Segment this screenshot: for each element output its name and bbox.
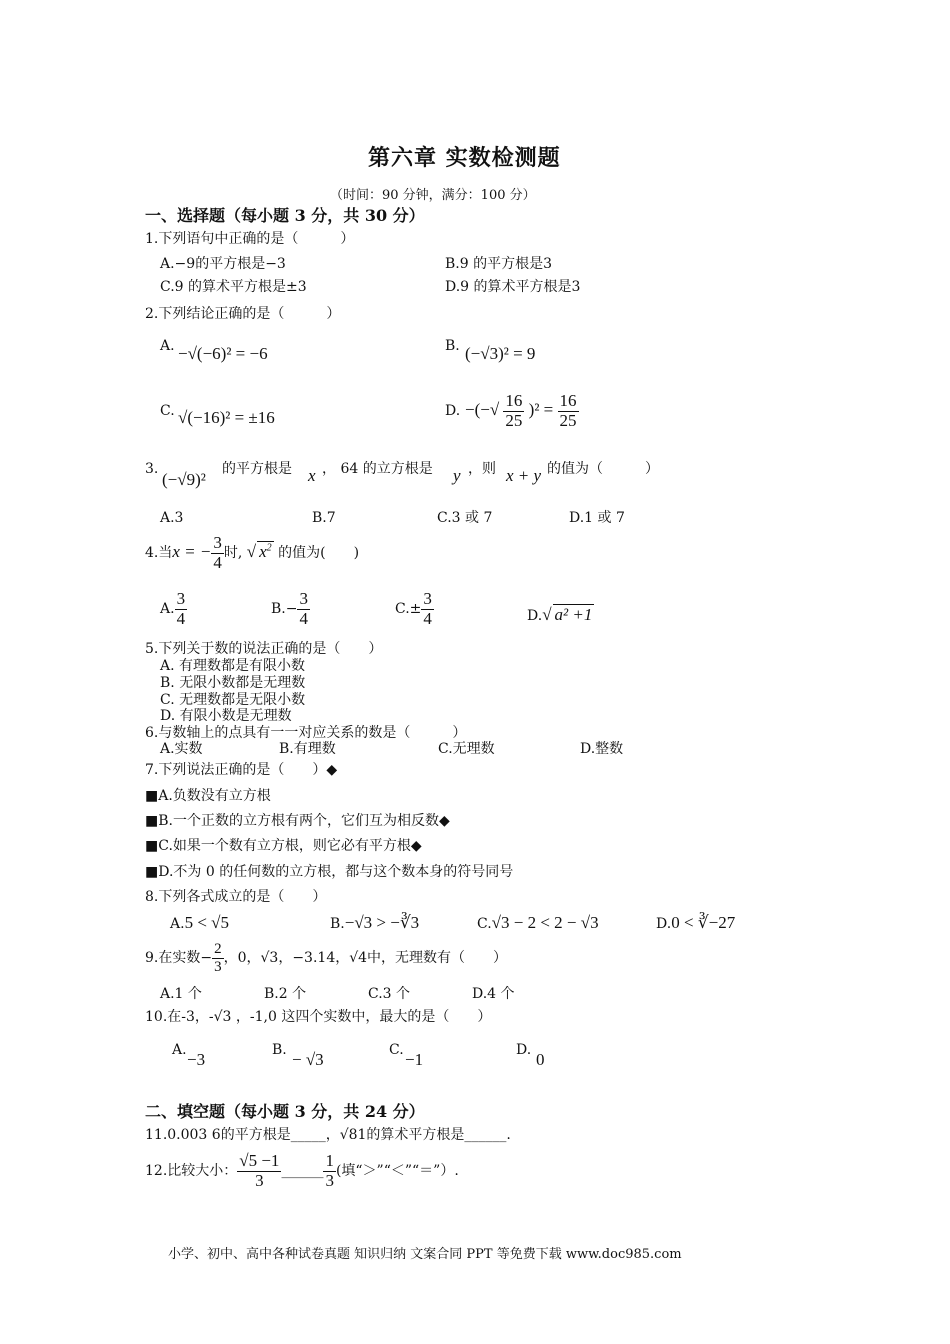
- q7-stem: 7.下列说法正确的是（ ）◆: [145, 762, 338, 778]
- q4-option-a: [160, 590, 187, 628]
- q10-option-a-expr: −3: [187, 1050, 206, 1069]
- q3-y: y: [453, 466, 461, 485]
- q2-d-rnum: 16: [559, 391, 577, 410]
- q12-blank: ______: [281, 1163, 324, 1180]
- q10-option-a-label: A.: [172, 1042, 187, 1058]
- q4-c-den: 4: [423, 608, 432, 628]
- q1-option-b: B.9 的平方根是3: [445, 256, 553, 272]
- q3-x: x: [308, 466, 316, 485]
- q8-d-label: D.: [656, 916, 672, 932]
- q2-option-c-expr: √(−16)² = ±16: [178, 408, 275, 427]
- q10-option-d-expr: 0: [536, 1050, 545, 1069]
- q3-text2: ， 64 的立方根是: [322, 461, 433, 477]
- q4-eq: x = −: [172, 542, 212, 562]
- q4-a-den: 4: [176, 608, 186, 628]
- q8-option-b: [330, 913, 419, 933]
- q9-option-d: D.4 个: [472, 986, 515, 1002]
- q4-a-fraction: [175, 590, 188, 628]
- q9-stem: [145, 941, 507, 975]
- q4-d-label: D.: [527, 608, 543, 624]
- q4-c-num: 3: [423, 589, 432, 608]
- page-footer: 小学、初中、高中各种试卷真题 知识归纳 文案合同 PPT 等免费下载 www.doc985.com: [168, 1247, 682, 1262]
- section-choice-heading: 一、选择题（每小题 3 分，共 30 分）: [145, 206, 425, 225]
- q2-stem: 2.下列结论正确的是（ ）: [145, 306, 341, 322]
- q11-stem: 11.0.003 6的平方根是_____，√81的算术平方根是______.: [145, 1127, 511, 1143]
- q4-pre: 4.当: [145, 545, 173, 562]
- q2-option-a-label: A.: [160, 338, 175, 354]
- q6-option-b: B.有理数: [279, 741, 336, 757]
- q3-option-d: D.1 或 7: [569, 510, 625, 526]
- q12-lnum: √5 −1: [239, 1151, 280, 1170]
- q1-option-c: C.9 的算术平方根是±3: [160, 279, 307, 295]
- q3-xy: x + y: [506, 466, 542, 485]
- q12-right-fraction: [323, 1152, 336, 1190]
- q2-d-den: 25: [505, 410, 523, 430]
- q2-option-d-expr: [465, 392, 579, 430]
- q10-option-d-label: D.: [516, 1042, 532, 1058]
- q5-option-b: B. 无限小数都是无理数: [160, 675, 306, 691]
- q2-d-mid: )² =: [528, 400, 554, 420]
- q4-b-den: 4: [299, 608, 308, 628]
- q1-option-a: A.−9的平方根是−3: [160, 256, 286, 272]
- q12-lden: 3: [255, 1170, 264, 1190]
- q4-stem: 4.当x = − $\frac{3}{4}$ 时, √ $x^2$ 的值为( ): [145, 533, 360, 572]
- q10-stem: 10.在-3，-√3 ，-1,0 这四个实数中，最大的是（ ）: [145, 1009, 492, 1025]
- q12-post: (填“＞”“＜”“＝”）.: [335, 1163, 459, 1180]
- q3-option-a: A.3: [160, 510, 184, 526]
- q4-fden: 4: [213, 552, 222, 572]
- q5-option-d: D. 有限小数是无理数: [160, 708, 292, 724]
- q3-num: 3.: [145, 461, 159, 477]
- q9-pre: 9.在实数−: [145, 950, 213, 966]
- q2-d-num: 16: [505, 391, 523, 410]
- q8-option-a: [170, 913, 229, 933]
- q4-a-num: 3: [176, 589, 186, 608]
- section-fill-heading: 二、填空题（每小题 3 分，共 24 分）: [145, 1102, 425, 1121]
- q10-option-b-label: B.: [272, 1042, 287, 1058]
- q2-d-result: [558, 392, 579, 430]
- q9-fnum: 2: [214, 941, 222, 957]
- q2-d-fraction: [503, 392, 524, 430]
- q3-text3: ，则: [468, 461, 496, 477]
- q3-text1: 的平方根是: [222, 461, 292, 477]
- q2-option-d-label: D.: [445, 403, 461, 419]
- q1-stem: 1.下列语句中正确的是（ ）: [145, 231, 355, 247]
- q4-b-fraction: [297, 590, 310, 628]
- q8-stem: 8.下列各式成立的是（ ）: [145, 889, 327, 905]
- q4-b-label: B.−: [271, 601, 298, 618]
- q8-b-expr: −√3 > −∛3: [344, 913, 420, 932]
- q4-fraction: [211, 534, 224, 572]
- q4-d-expr: a² +1: [554, 605, 593, 624]
- q8-c-label: C.: [477, 916, 492, 932]
- q8-a-expr: 5 < √5: [184, 913, 229, 932]
- q3-option-c: C.3 或 7: [437, 510, 493, 526]
- q9-option-b: B.2 个: [264, 986, 307, 1002]
- q3-text4: 的值为（ ）: [547, 461, 659, 477]
- q9-fden: 3: [214, 958, 222, 975]
- q10-option-c-expr: −1: [405, 1050, 424, 1069]
- q2-d-rden: 25: [559, 410, 577, 430]
- q4-fnum: 3: [213, 533, 222, 552]
- exam-info: （时间：90 分钟，满分：100 分）: [330, 188, 536, 203]
- q8-a-label: A.: [170, 916, 185, 932]
- page-title: 第六章 实数检测题: [368, 145, 561, 171]
- q8-c-expr: √3 − 2 < 2 − √3: [491, 913, 599, 932]
- q2-option-c-label: C.: [160, 403, 175, 419]
- q7-option-a: ■A.负数没有立方根: [145, 788, 271, 804]
- q10-option-c-label: C.: [389, 1042, 404, 1058]
- q6-stem: 6.与数轴上的点具有一一对应关系的数是（ ）: [145, 725, 467, 741]
- q5-stem: 5.下列关于数的说法正确的是（ ）: [145, 641, 383, 657]
- q4-option-d: D.√ a² +1: [527, 605, 593, 624]
- q4-root-var: x: [259, 542, 267, 562]
- q9-option-c: C.3 个: [368, 986, 411, 1002]
- q9-option-a: A.1 个: [160, 986, 202, 1002]
- q4-b-num: 3: [299, 589, 308, 608]
- q7-option-b: ■B.一个正数的立方根有两个，它们互为相反数◆: [145, 813, 450, 829]
- q10-option-b-expr: − √3: [292, 1050, 324, 1069]
- q12-rden: 3: [325, 1170, 334, 1190]
- q12-left-fraction: [237, 1152, 281, 1190]
- q2-d-lhs: −(−√: [465, 400, 500, 420]
- q4-option-c: [395, 590, 434, 628]
- q5-option-c: C. 无理数都是无限小数: [160, 692, 306, 708]
- q3-option-b: B.7: [312, 510, 336, 526]
- q4-a-label: A.: [160, 601, 175, 618]
- q12-pre: 12.比较大小：: [145, 1163, 238, 1180]
- q5-option-a: A. 有理数都是有限小数: [160, 658, 306, 674]
- q6-option-d: D.整数: [580, 741, 624, 757]
- q8-d-expr: 0 < ∛−27: [671, 913, 736, 932]
- q4-mid: 时,: [223, 545, 243, 562]
- q1-option-d: D.9 的算术平方根是3: [445, 279, 581, 295]
- q2-option-a-expr: −√(−6)² = −6: [178, 344, 268, 363]
- q4-root: $x^2$: [259, 542, 272, 562]
- q9-fraction: [212, 941, 224, 975]
- q6-option-c: C.无理数: [438, 741, 495, 757]
- q2-option-b-label: B.: [445, 338, 460, 354]
- q4-c-label: C.±: [395, 601, 422, 618]
- q4-c-fraction: [421, 590, 434, 628]
- q9-rest: ，0，√3，−3.14，√4中，无理数有（ ）: [223, 950, 508, 966]
- q8-b-label: B.: [330, 916, 345, 932]
- q6-option-a: A.实数: [160, 741, 203, 757]
- q4-option-b: [271, 590, 310, 628]
- q7-option-c: ■C.如果一个数有立方根，则它必有平方根◆: [145, 838, 422, 854]
- q8-option-c: [477, 913, 599, 933]
- q12-rnum: 1: [325, 1151, 334, 1170]
- q8-option-d: [656, 913, 735, 933]
- q2-option-b-expr: (−√3)² = 9: [465, 344, 536, 363]
- q4-post: 的值为( ): [278, 545, 360, 562]
- q12-stem: [145, 1152, 459, 1190]
- q7-option-d: ■D.不为 0 的任何数的立方根，都与这个数本身的符号同号: [145, 864, 514, 880]
- q3-expr1: (−√9)²: [162, 470, 206, 489]
